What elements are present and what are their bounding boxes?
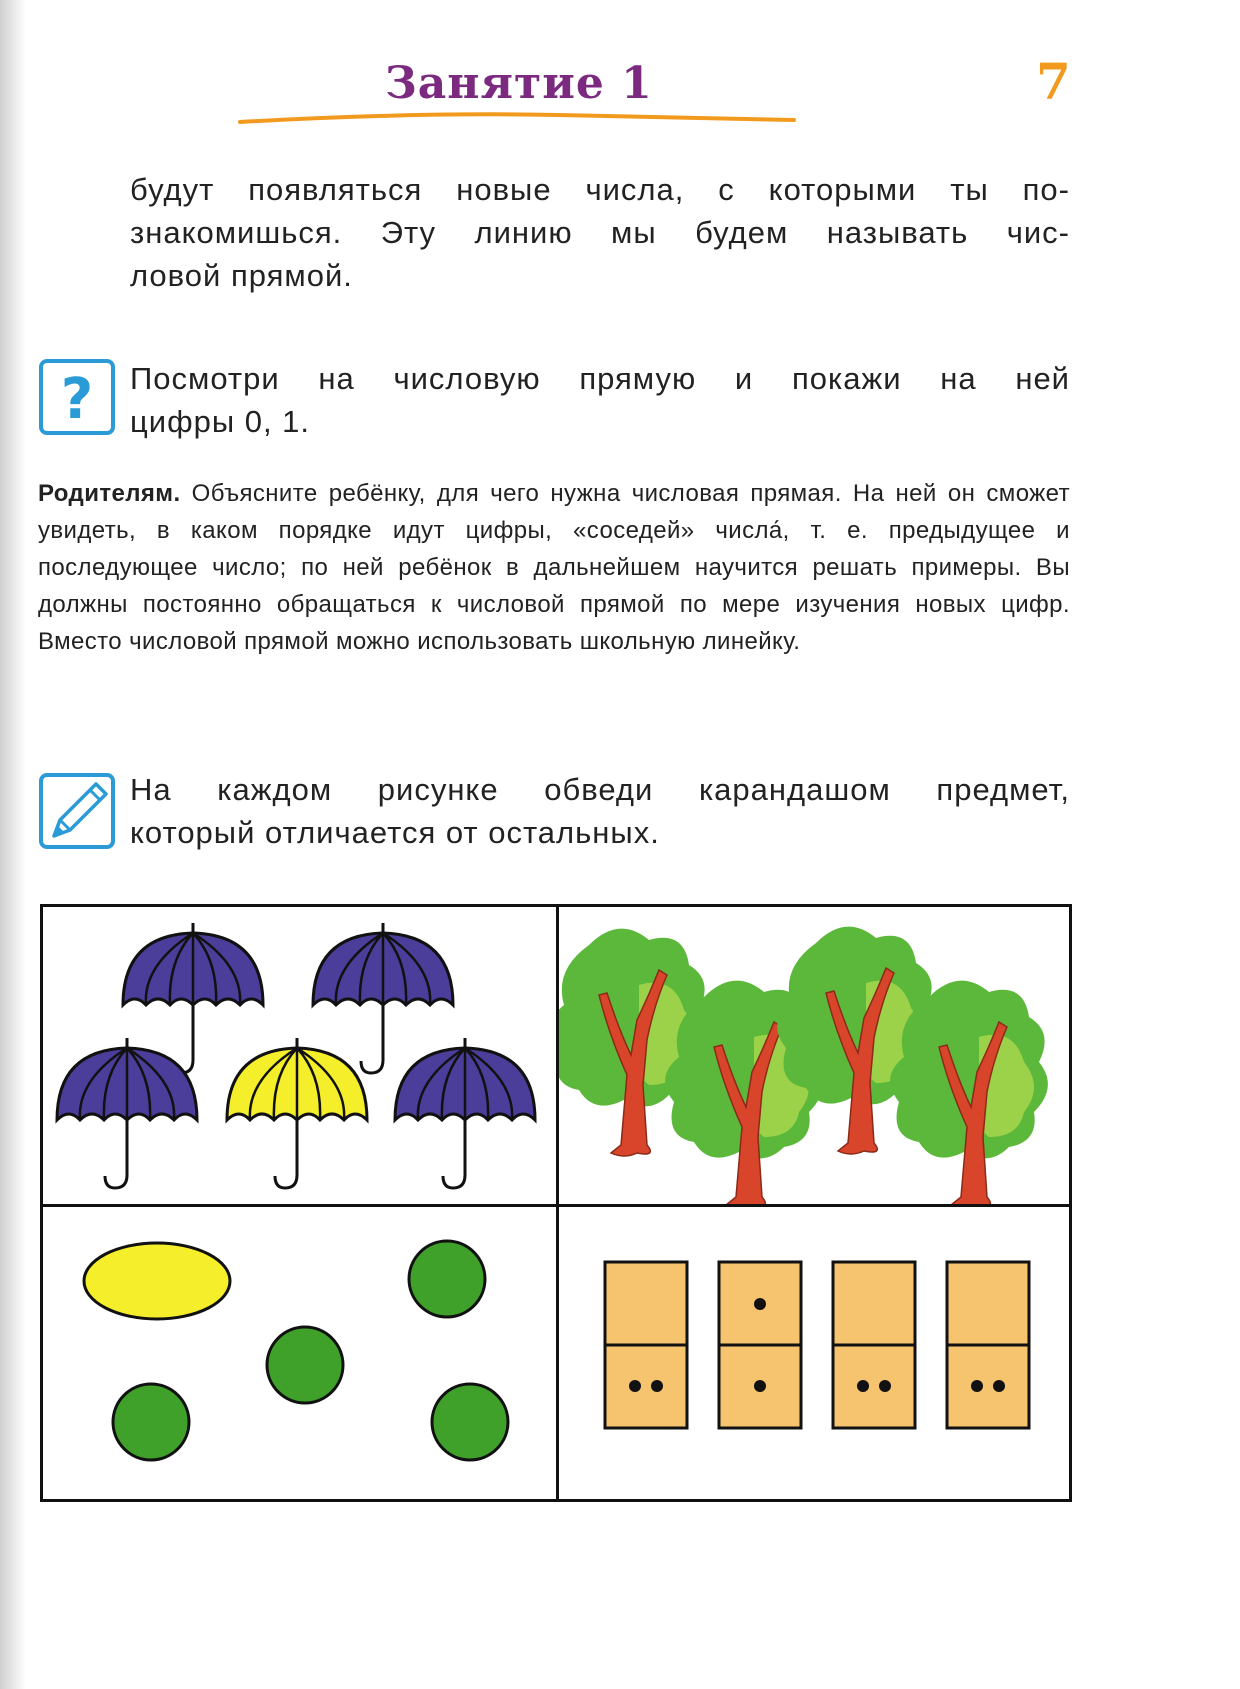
pencil-task-text <box>130 768 1070 854</box>
tree <box>890 981 1048 1204</box>
domino <box>719 1262 801 1428</box>
pencil-task-line: который отличается от остальных. <box>130 815 660 850</box>
green-circle <box>113 1384 189 1460</box>
trees-cell <box>559 907 1069 1204</box>
lesson-title: Занятие 1 <box>385 58 653 109</box>
question-task-text <box>130 357 1070 443</box>
umbrella-purple <box>313 923 453 1073</box>
umbrella-purple <box>395 1038 535 1188</box>
parents-note <box>38 475 1070 660</box>
question-task-line: Посмотри на числовую прямую и покажи на ней <box>130 361 1070 396</box>
umbrella-yellow <box>227 1038 367 1188</box>
svg-text:?: ? <box>60 367 94 432</box>
header-underline <box>238 110 798 128</box>
pencil-task-line: На каждом рисунке обведи карандашом предмет, <box>130 772 1070 807</box>
domino <box>833 1262 915 1428</box>
green-circle <box>432 1384 508 1460</box>
parents-note-label: Родителям. <box>38 480 181 507</box>
intro-paragraph <box>130 168 1070 297</box>
question-mark-icon <box>38 358 116 436</box>
shapes-cell <box>43 1207 556 1499</box>
page-edge-shadow <box>0 0 26 1689</box>
dominoes-cell <box>559 1207 1069 1499</box>
domino <box>605 1262 687 1428</box>
intro-line: будут появляться новые числа, с которыми ты по- <box>130 172 1070 207</box>
umbrellas-cell <box>43 907 556 1204</box>
intro-line: ловой прямой. <box>130 258 353 293</box>
question-task-line: цифры 0, 1. <box>130 404 311 439</box>
page-number: 7 <box>1036 52 1071 111</box>
yellow-oval <box>84 1243 230 1319</box>
parents-note-text: Объясните ребёнку, для чего нужна числовая прямая. На ней он сможет увидеть, в каком порядке идут цифры, «соседей» числа́, т. е. предыдущее и последующее число; по ней ребёнок в дальнейшем научится решать примеры. Вы должны постоянно обращаться к числовой прямой по мере изучения новых цифр. Вместо числовой прямой можно использовать школьную линейку. <box>38 480 1070 655</box>
green-circle <box>267 1327 343 1403</box>
green-circle <box>409 1241 485 1317</box>
pencil-icon <box>38 772 116 850</box>
intro-line: знакомишься. Эту линию мы будем называть чис- <box>130 215 1070 250</box>
domino <box>947 1262 1029 1428</box>
umbrella-purple <box>57 1038 197 1188</box>
